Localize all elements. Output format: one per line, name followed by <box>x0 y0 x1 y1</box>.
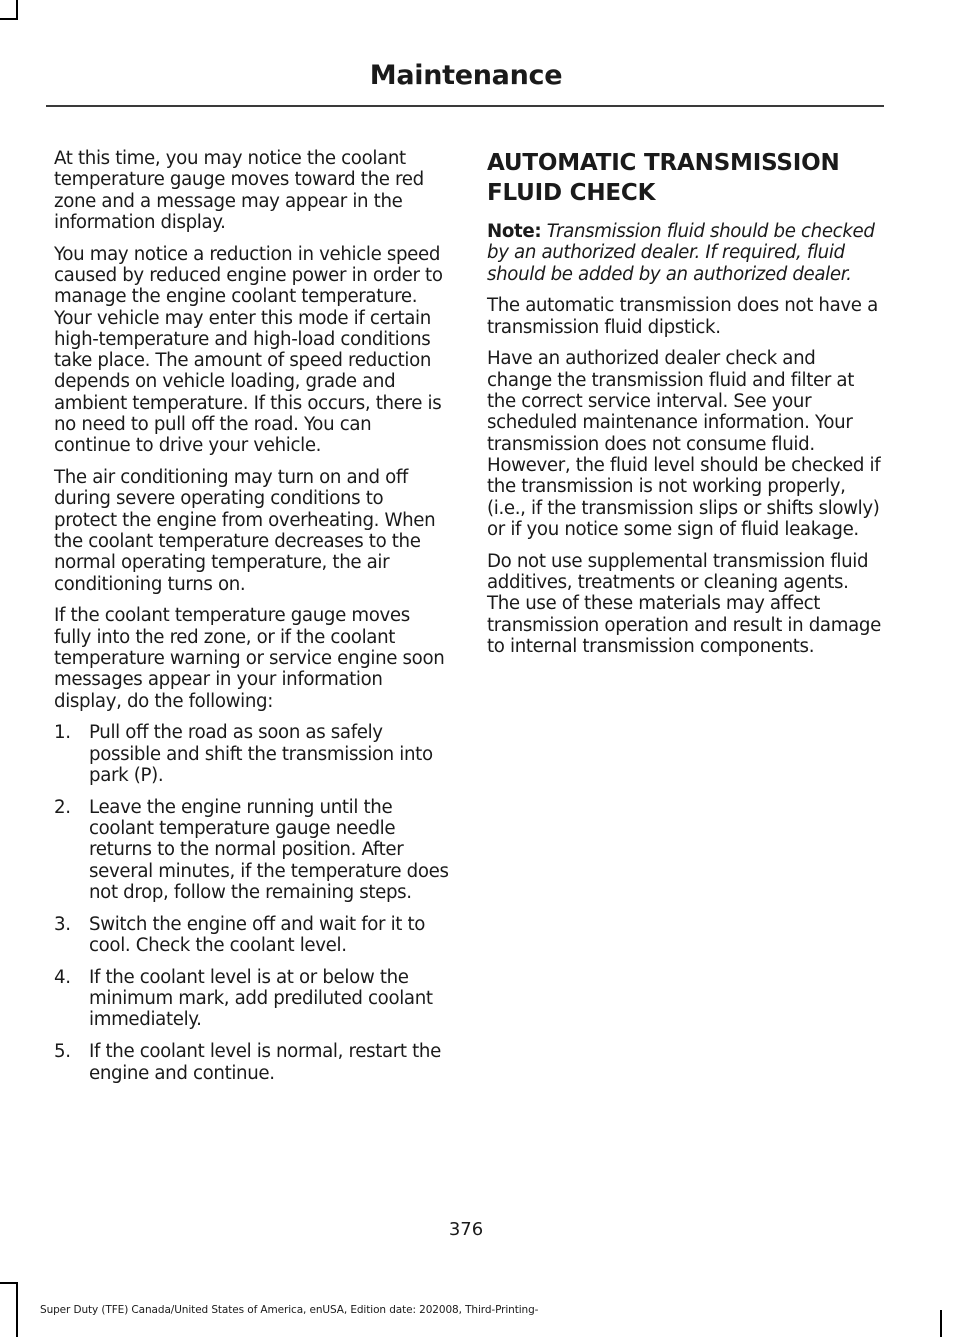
list-item <box>54 797 449 903</box>
step-number: 4. <box>54 966 71 988</box>
step-number: 1. <box>54 722 71 744</box>
note-text: Transmission fluid should be checked by an authorized dealer. If required, fluid should be added by an authorized dealer. <box>487 221 875 285</box>
crop-mark-bottom-right <box>940 1310 942 1337</box>
list-item <box>54 967 449 1031</box>
step-number: 2. <box>54 796 71 818</box>
note-paragraph <box>487 221 882 285</box>
page-number: 376 <box>448 1219 484 1240</box>
crop-mark-bottom-left <box>16 1282 18 1337</box>
step-text: Leave the engine running until the coolant temperature gauge needle returns to the normal position. After several minutes, if the temperature does not drop, follow the remaining steps. <box>89 796 449 903</box>
crop-mark-top-left <box>16 0 18 20</box>
crop-mark-bottom-left-horizontal <box>0 1282 18 1284</box>
right-column <box>487 148 882 668</box>
list-item <box>54 914 449 957</box>
step-text: Switch the engine off and wait for it to cool. Check the coolant level. <box>89 913 426 957</box>
paragraph-red-zone: If the coolant temperature gauge moves fully into the red zone, or if the coolant temperature warning or service engine soon messages appear in your information display, do the following: <box>54 605 445 712</box>
step-text: If the coolant level is normal, restart the engine and continue. <box>89 1041 441 1084</box>
step-text: If the coolant level is at or below the minimum mark, add prediluted coolant immediately. <box>89 966 433 1031</box>
step-number: 5. <box>54 1041 71 1063</box>
paragraph-air-conditioning: The air conditioning may turn on and off during severe operating conditions to protect the engine from overheating. When the coolant temperature decreases to the normal operating temperature, the air conditioning turns on. <box>54 467 436 595</box>
paragraph-no-dipstick: The automatic transmission does not have a transmission fluid dipstick. <box>487 295 878 338</box>
paragraph-coolant-gauge: At this time, you may notice the coolant temperature gauge moves toward the red zone and a message may appear in the information display. <box>54 148 424 233</box>
left-column <box>54 148 449 1094</box>
crop-mark-top-left-horizontal <box>0 18 18 20</box>
paragraph-additives: Do not use supplemental transmission fluid additives, treatments or cleaning agents. The use of these materials may affect transmission operation and result in damage to internal transmission components. <box>487 550 881 657</box>
step-number: 3. <box>54 913 71 935</box>
note-label: Note: <box>487 221 542 242</box>
list-item <box>54 1041 449 1084</box>
coolant-steps-list <box>54 722 449 1083</box>
header-divider <box>46 105 884 107</box>
paragraph-speed-reduction: You may notice a reduction in vehicle speed caused by reduced engine power in order to manage the engine coolant temperature. Your vehicle may enter this mode if certain high-temperature and high-load conditions take place. The amount of speed reduction depends on vehicle loading, grade and ambient temperature. If this occurs, there is no need to pull off the road. You can continue to drive your vehicle. <box>54 243 443 457</box>
page-title: Maintenance <box>369 60 563 91</box>
step-text: Pull off the road as soon as safely possible and shift the transmission into park (P). <box>89 722 433 787</box>
section-title: AUTOMATIC TRANSMISSION FLUID CHECK <box>487 150 840 206</box>
edition-footer: Super Duty (TFE) Canada/United States of America, enUSA, Edition date: 202008, Third-Printing- <box>40 1304 539 1316</box>
list-item <box>54 722 449 786</box>
paragraph-dealer-check: Have an authorized dealer check and change the transmission fluid and filter at the correct service interval. See your scheduled maintenance information. Your transmission does not consume fluid. However, the fluid level should be checked if the transmission is not working properly, (i.e., if the transmission slips or shifts slowly) or if you notice some sign of fluid leakage. <box>487 348 881 540</box>
